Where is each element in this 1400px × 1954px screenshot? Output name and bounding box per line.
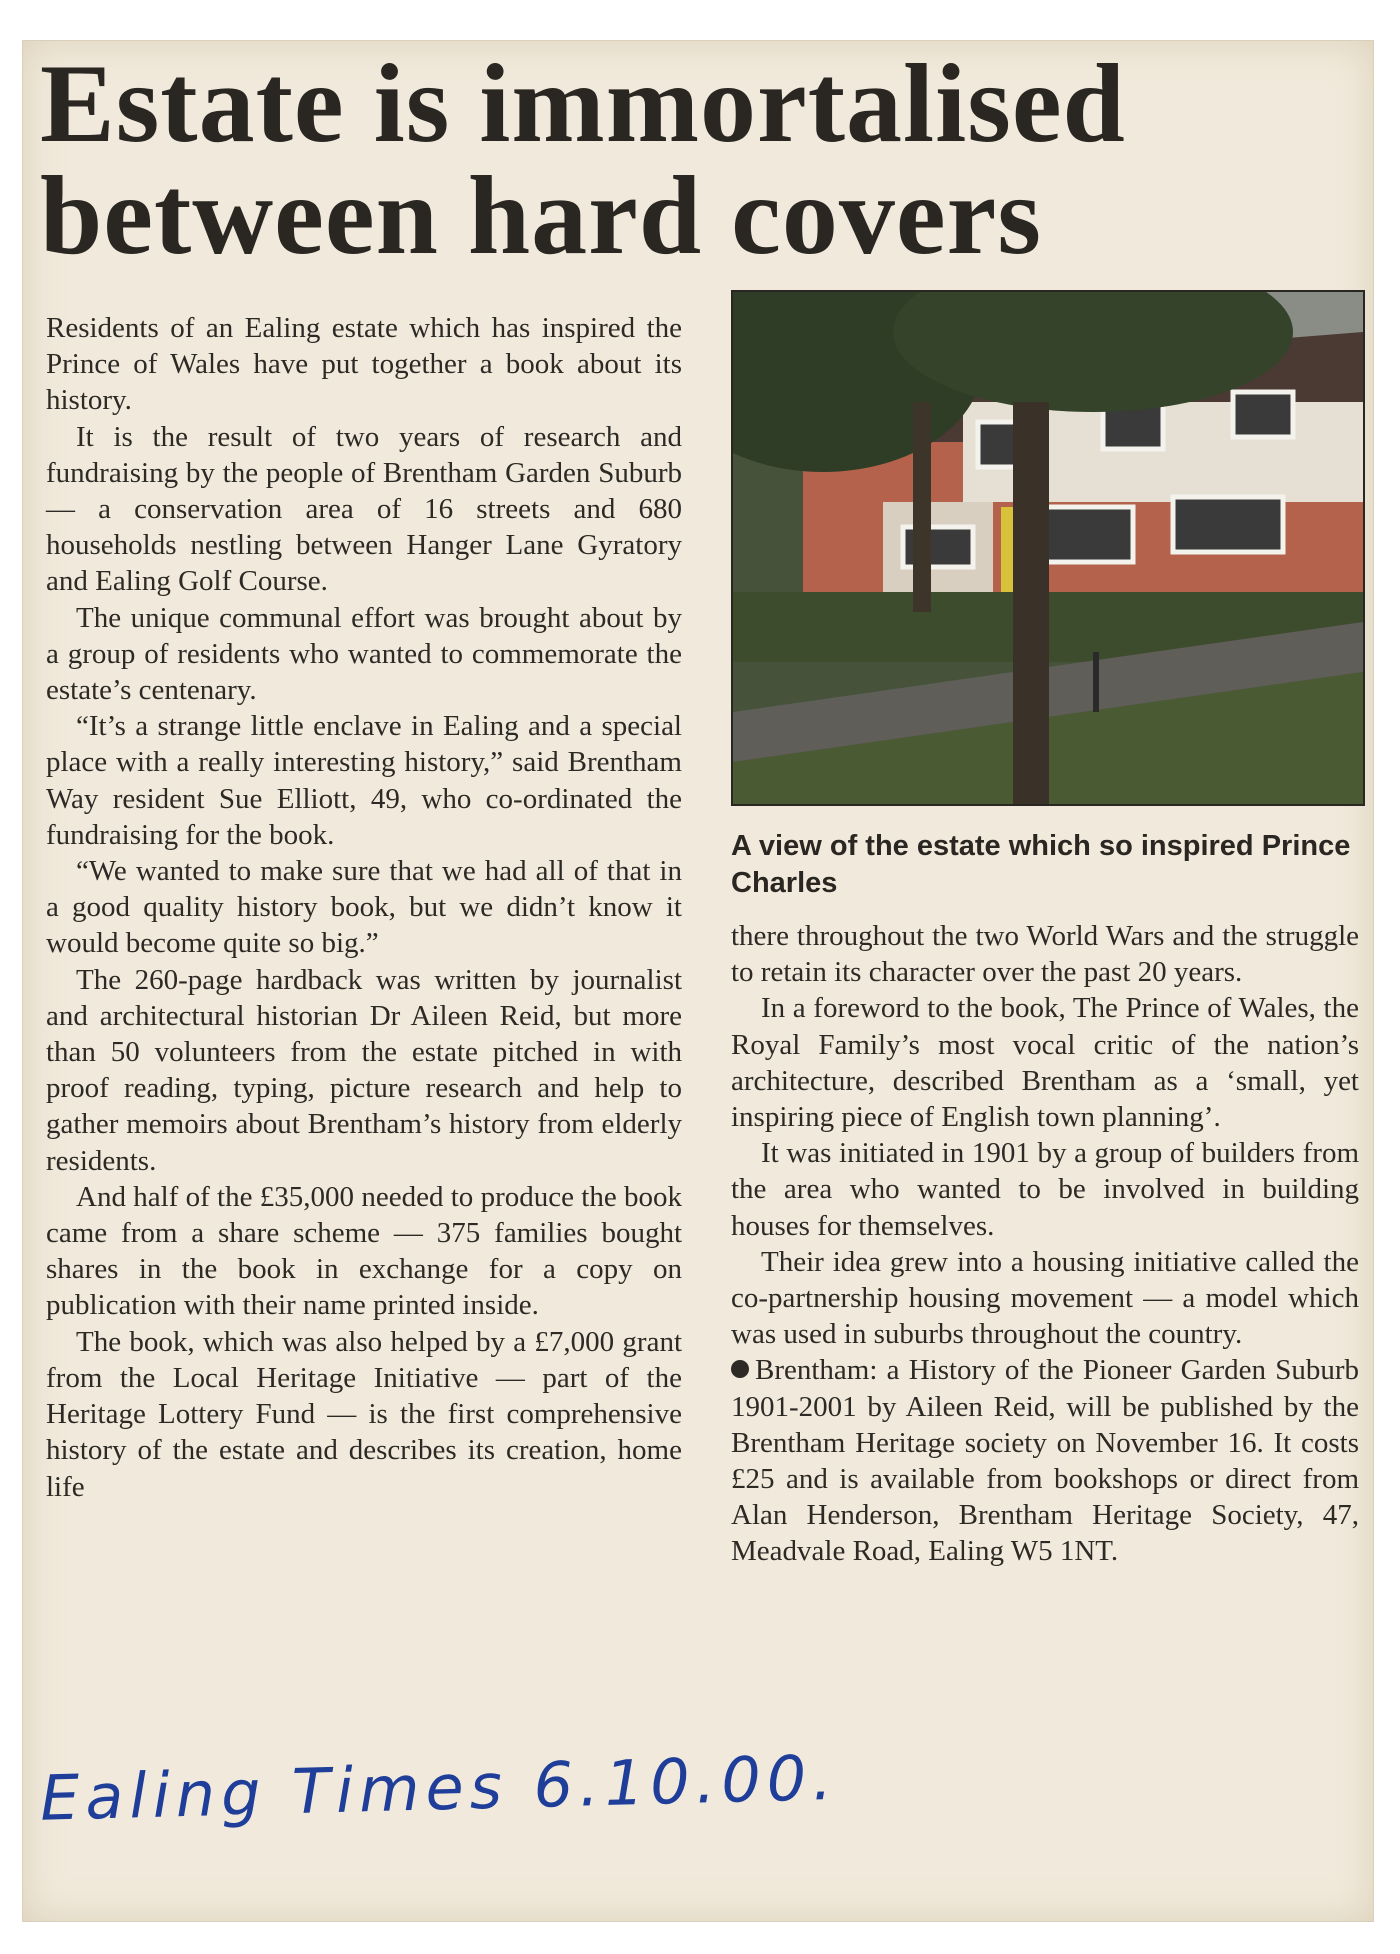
article-right-column	[731, 918, 1359, 1570]
paragraph: And half of the £35,000 needed to produce the book came from a share scheme — 375 families bought shares in the book in exchange for a copy on publication with their name printed inside.	[46, 1180, 682, 1322]
paragraph: The book, which was also helped by a £7,000 grant from the Local Heritage Initiative — part of the Heritage Lottery Fund — is the first comprehensive history of the estate and describes its creation, home life	[46, 1325, 682, 1503]
article-left-column	[46, 310, 682, 1505]
paragraph: “We wanted to make sure that we had all of that in a good quality history book, but we didn’t know it would become quite so big.”	[46, 855, 682, 960]
photo-caption: A view of the estate which so inspired Prince Charles	[731, 830, 1351, 899]
estate-photo	[731, 290, 1365, 806]
headline: Estate is immortalised between hard covers	[40, 42, 1126, 278]
paragraph: Their idea grew into a housing initiative called the co-partnership housing movement — a model which was used in suburbs throughout the country.	[731, 1245, 1359, 1351]
paragraph: there throughout the two World Wars and the struggle to retain its character over the past 20 years.	[731, 920, 1359, 989]
paragraph: The unique communal effort was brought about by a group of residents who wanted to commemorate the estate’s centenary.	[46, 601, 682, 707]
paragraph: Residents of an Ealing estate which has inspired the Prince of Wales have put together a book about its history.	[46, 312, 682, 417]
book-note-text: Brentham: a History of the Pioneer Garden Suburb 1901-2001 by Aileen Reid, will be published by the Brentham Heritage society on November 16. It costs £25 and is available from bookshops or direct from Alan Henderson, Brentham Heritage Society, 47, Meadvale Road, Ealing W5 1NT.	[731, 1354, 1359, 1568]
houses-illustration	[733, 292, 1363, 804]
bullet-icon	[731, 1360, 749, 1378]
paragraph: “It’s a strange little enclave in Ealing and a special place with a really interesting history,” said Brentham Way resident Sue Elliott, 49, who co-ordinated the fundraising for the book.	[46, 710, 682, 851]
handwritten-source-note: Ealing Times 6.10.00.	[39, 1740, 839, 1835]
book-note	[731, 1352, 1359, 1569]
paragraph: The 260-page hardback was written by journalist and architectural historian Dr Aileen Reid, but more than 50 volunteers from the estate pitched in with proof reading, typing, picture research and help to gather memoirs about Brentham’s history from elderly residents.	[46, 963, 682, 1177]
paragraph: It was initiated in 1901 by a group of builders from the area who wanted to be involved in building houses for themselves.	[731, 1137, 1359, 1242]
paragraph: In a foreword to the book, The Prince of Wales, the Royal Family’s most vocal critic of the nation’s architecture, described Brentham as a ‘small, yet inspiring piece of English town planning’.	[731, 992, 1359, 1134]
paragraph: It is the result of two years of research and fundraising by the people of Brentham Garden Suburb — a conservation area of 16 streets and 680 households nestling between Hanger Lane Gyratory and Ealing Golf Course.	[46, 420, 682, 598]
